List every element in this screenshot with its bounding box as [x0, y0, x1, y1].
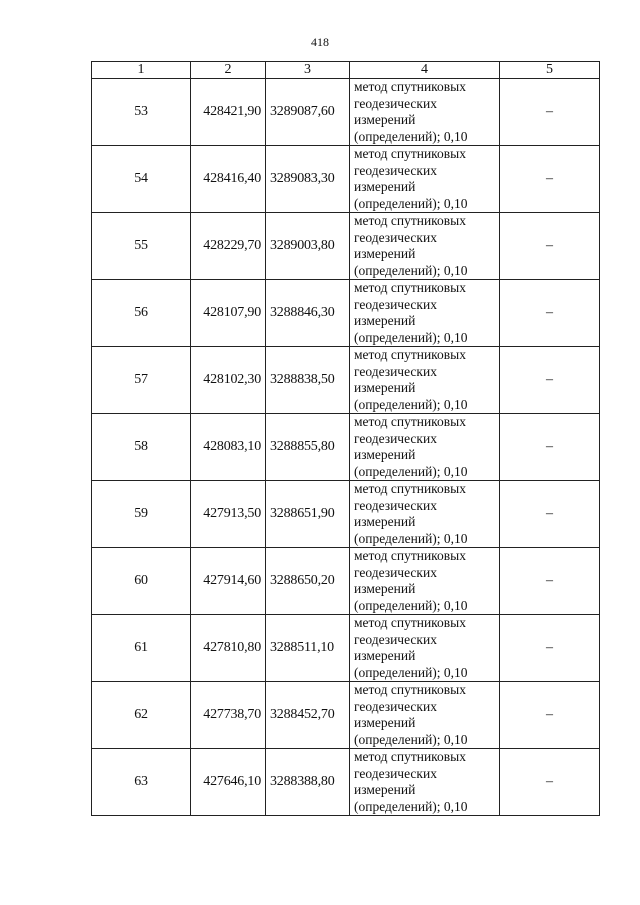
method-line: измерений — [354, 648, 416, 663]
y-coordinate-cell: 3289003,80 — [266, 213, 350, 280]
method-line: метод спутниковых — [354, 615, 466, 630]
method-line: (определений); 0,10 — [354, 798, 468, 814]
point-number-cell: 62 — [92, 682, 191, 749]
method-line: геодезических — [354, 296, 437, 312]
method-accuracy-cell — [350, 682, 500, 749]
table-row — [92, 414, 600, 481]
point-number-cell: 56 — [92, 280, 191, 347]
method-line: геодезических — [354, 698, 437, 714]
method-line: геодезических — [354, 363, 437, 379]
table-header-row — [92, 62, 600, 79]
page-number: 418 — [311, 35, 329, 49]
method-line: метод спутниковых — [354, 548, 466, 563]
method-line: (определений); 0,10 — [354, 530, 468, 546]
table-body — [92, 79, 600, 816]
method-line: измерений — [354, 112, 416, 127]
table-row — [92, 79, 600, 146]
point-number-cell: 54 — [92, 146, 191, 213]
header-col-5: 5 — [500, 62, 600, 79]
method-line: (определений); 0,10 — [354, 329, 468, 345]
point-number-cell: 59 — [92, 481, 191, 548]
method-line: геодезических — [354, 95, 437, 111]
y-coordinate-cell: 3288838,50 — [266, 347, 350, 414]
col5-dash-cell: – — [500, 548, 600, 615]
x-coordinate-cell: 427810,80 — [191, 615, 266, 682]
method-line: метод спутниковых — [354, 682, 466, 697]
method-line: геодезических — [354, 229, 437, 245]
point-number-cell: 58 — [92, 414, 191, 481]
method-line: (определений); 0,10 — [354, 664, 468, 680]
method-accuracy-cell — [350, 615, 500, 682]
col5-dash-cell: – — [500, 213, 600, 280]
method-line: метод спутниковых — [354, 481, 466, 496]
method-line: (определений); 0,10 — [354, 731, 468, 747]
y-coordinate-cell: 3288452,70 — [266, 682, 350, 749]
x-coordinate-cell: 428102,30 — [191, 347, 266, 414]
method-line: измерений — [354, 715, 416, 730]
method-accuracy-cell — [350, 481, 500, 548]
method-line: измерений — [354, 782, 416, 797]
method-accuracy-cell — [350, 213, 500, 280]
col5-dash-cell: – — [500, 615, 600, 682]
method-line: измерений — [354, 514, 416, 529]
method-line: (определений); 0,10 — [354, 597, 468, 613]
method-line: измерений — [354, 581, 416, 596]
table-row — [92, 749, 600, 816]
point-number-cell: 55 — [92, 213, 191, 280]
table-row — [92, 548, 600, 615]
header-col-1: 1 — [92, 62, 191, 79]
table-row — [92, 682, 600, 749]
method-accuracy-cell — [350, 414, 500, 481]
x-coordinate-cell: 427914,60 — [191, 548, 266, 615]
point-number-cell: 61 — [92, 615, 191, 682]
method-line: метод спутниковых — [354, 749, 466, 764]
method-line: (определений); 0,10 — [354, 195, 468, 211]
header-col-4: 4 — [350, 62, 500, 79]
method-line: геодезических — [354, 162, 437, 178]
col5-dash-cell: – — [500, 347, 600, 414]
method-line: геодезических — [354, 564, 437, 580]
point-number-cell: 53 — [92, 79, 191, 146]
x-coordinate-cell: 428083,10 — [191, 414, 266, 481]
y-coordinate-cell: 3288846,30 — [266, 280, 350, 347]
method-line: геодезических — [354, 631, 437, 647]
method-line: метод спутниковых — [354, 347, 466, 362]
method-accuracy-cell — [350, 548, 500, 615]
x-coordinate-cell: 428107,90 — [191, 280, 266, 347]
method-line: метод спутниковых — [354, 414, 466, 429]
y-coordinate-cell: 3289087,60 — [266, 79, 350, 146]
y-coordinate-cell: 3288650,20 — [266, 548, 350, 615]
method-line: метод спутниковых — [354, 213, 466, 228]
table-row — [92, 280, 600, 347]
x-coordinate-cell: 428416,40 — [191, 146, 266, 213]
x-coordinate-cell: 427913,50 — [191, 481, 266, 548]
col5-dash-cell: – — [500, 79, 600, 146]
method-accuracy-cell — [350, 146, 500, 213]
method-line: (определений); 0,10 — [354, 396, 468, 412]
method-line: метод спутниковых — [354, 146, 466, 161]
y-coordinate-cell: 3288855,80 — [266, 414, 350, 481]
y-coordinate-cell: 3289083,30 — [266, 146, 350, 213]
y-coordinate-cell: 3288388,80 — [266, 749, 350, 816]
method-line: измерений — [354, 179, 416, 194]
method-accuracy-cell — [350, 347, 500, 414]
table-row — [92, 481, 600, 548]
method-line: геодезических — [354, 497, 437, 513]
point-number-cell: 57 — [92, 347, 191, 414]
method-accuracy-cell — [350, 79, 500, 146]
method-line: измерений — [354, 246, 416, 261]
method-accuracy-cell — [350, 749, 500, 816]
col5-dash-cell: – — [500, 481, 600, 548]
table-row — [92, 347, 600, 414]
method-line: измерений — [354, 447, 416, 462]
method-line: метод спутниковых — [354, 280, 466, 295]
col5-dash-cell: – — [500, 682, 600, 749]
x-coordinate-cell: 428421,90 — [191, 79, 266, 146]
method-line: метод спутниковых — [354, 79, 466, 94]
x-coordinate-cell: 428229,70 — [191, 213, 266, 280]
col5-dash-cell: – — [500, 146, 600, 213]
col5-dash-cell: – — [500, 414, 600, 481]
point-number-cell: 60 — [92, 548, 191, 615]
method-line: измерений — [354, 380, 416, 395]
method-line: геодезических — [354, 430, 437, 446]
table-row — [92, 615, 600, 682]
col5-dash-cell: – — [500, 280, 600, 347]
header-col-3: 3 — [266, 62, 350, 79]
method-line: (определений); 0,10 — [354, 128, 468, 144]
coordinates-table — [91, 61, 600, 816]
method-accuracy-cell — [350, 280, 500, 347]
table-row — [92, 213, 600, 280]
method-line: геодезических — [354, 765, 437, 781]
y-coordinate-cell: 3288511,10 — [266, 615, 350, 682]
x-coordinate-cell: 427646,10 — [191, 749, 266, 816]
col5-dash-cell: – — [500, 749, 600, 816]
x-coordinate-cell: 427738,70 — [191, 682, 266, 749]
table-row — [92, 146, 600, 213]
method-line: (определений); 0,10 — [354, 463, 468, 479]
point-number-cell: 63 — [92, 749, 191, 816]
y-coordinate-cell: 3288651,90 — [266, 481, 350, 548]
header-col-2: 2 — [191, 62, 266, 79]
method-line: (определений); 0,10 — [354, 262, 468, 278]
method-line: измерений — [354, 313, 416, 328]
